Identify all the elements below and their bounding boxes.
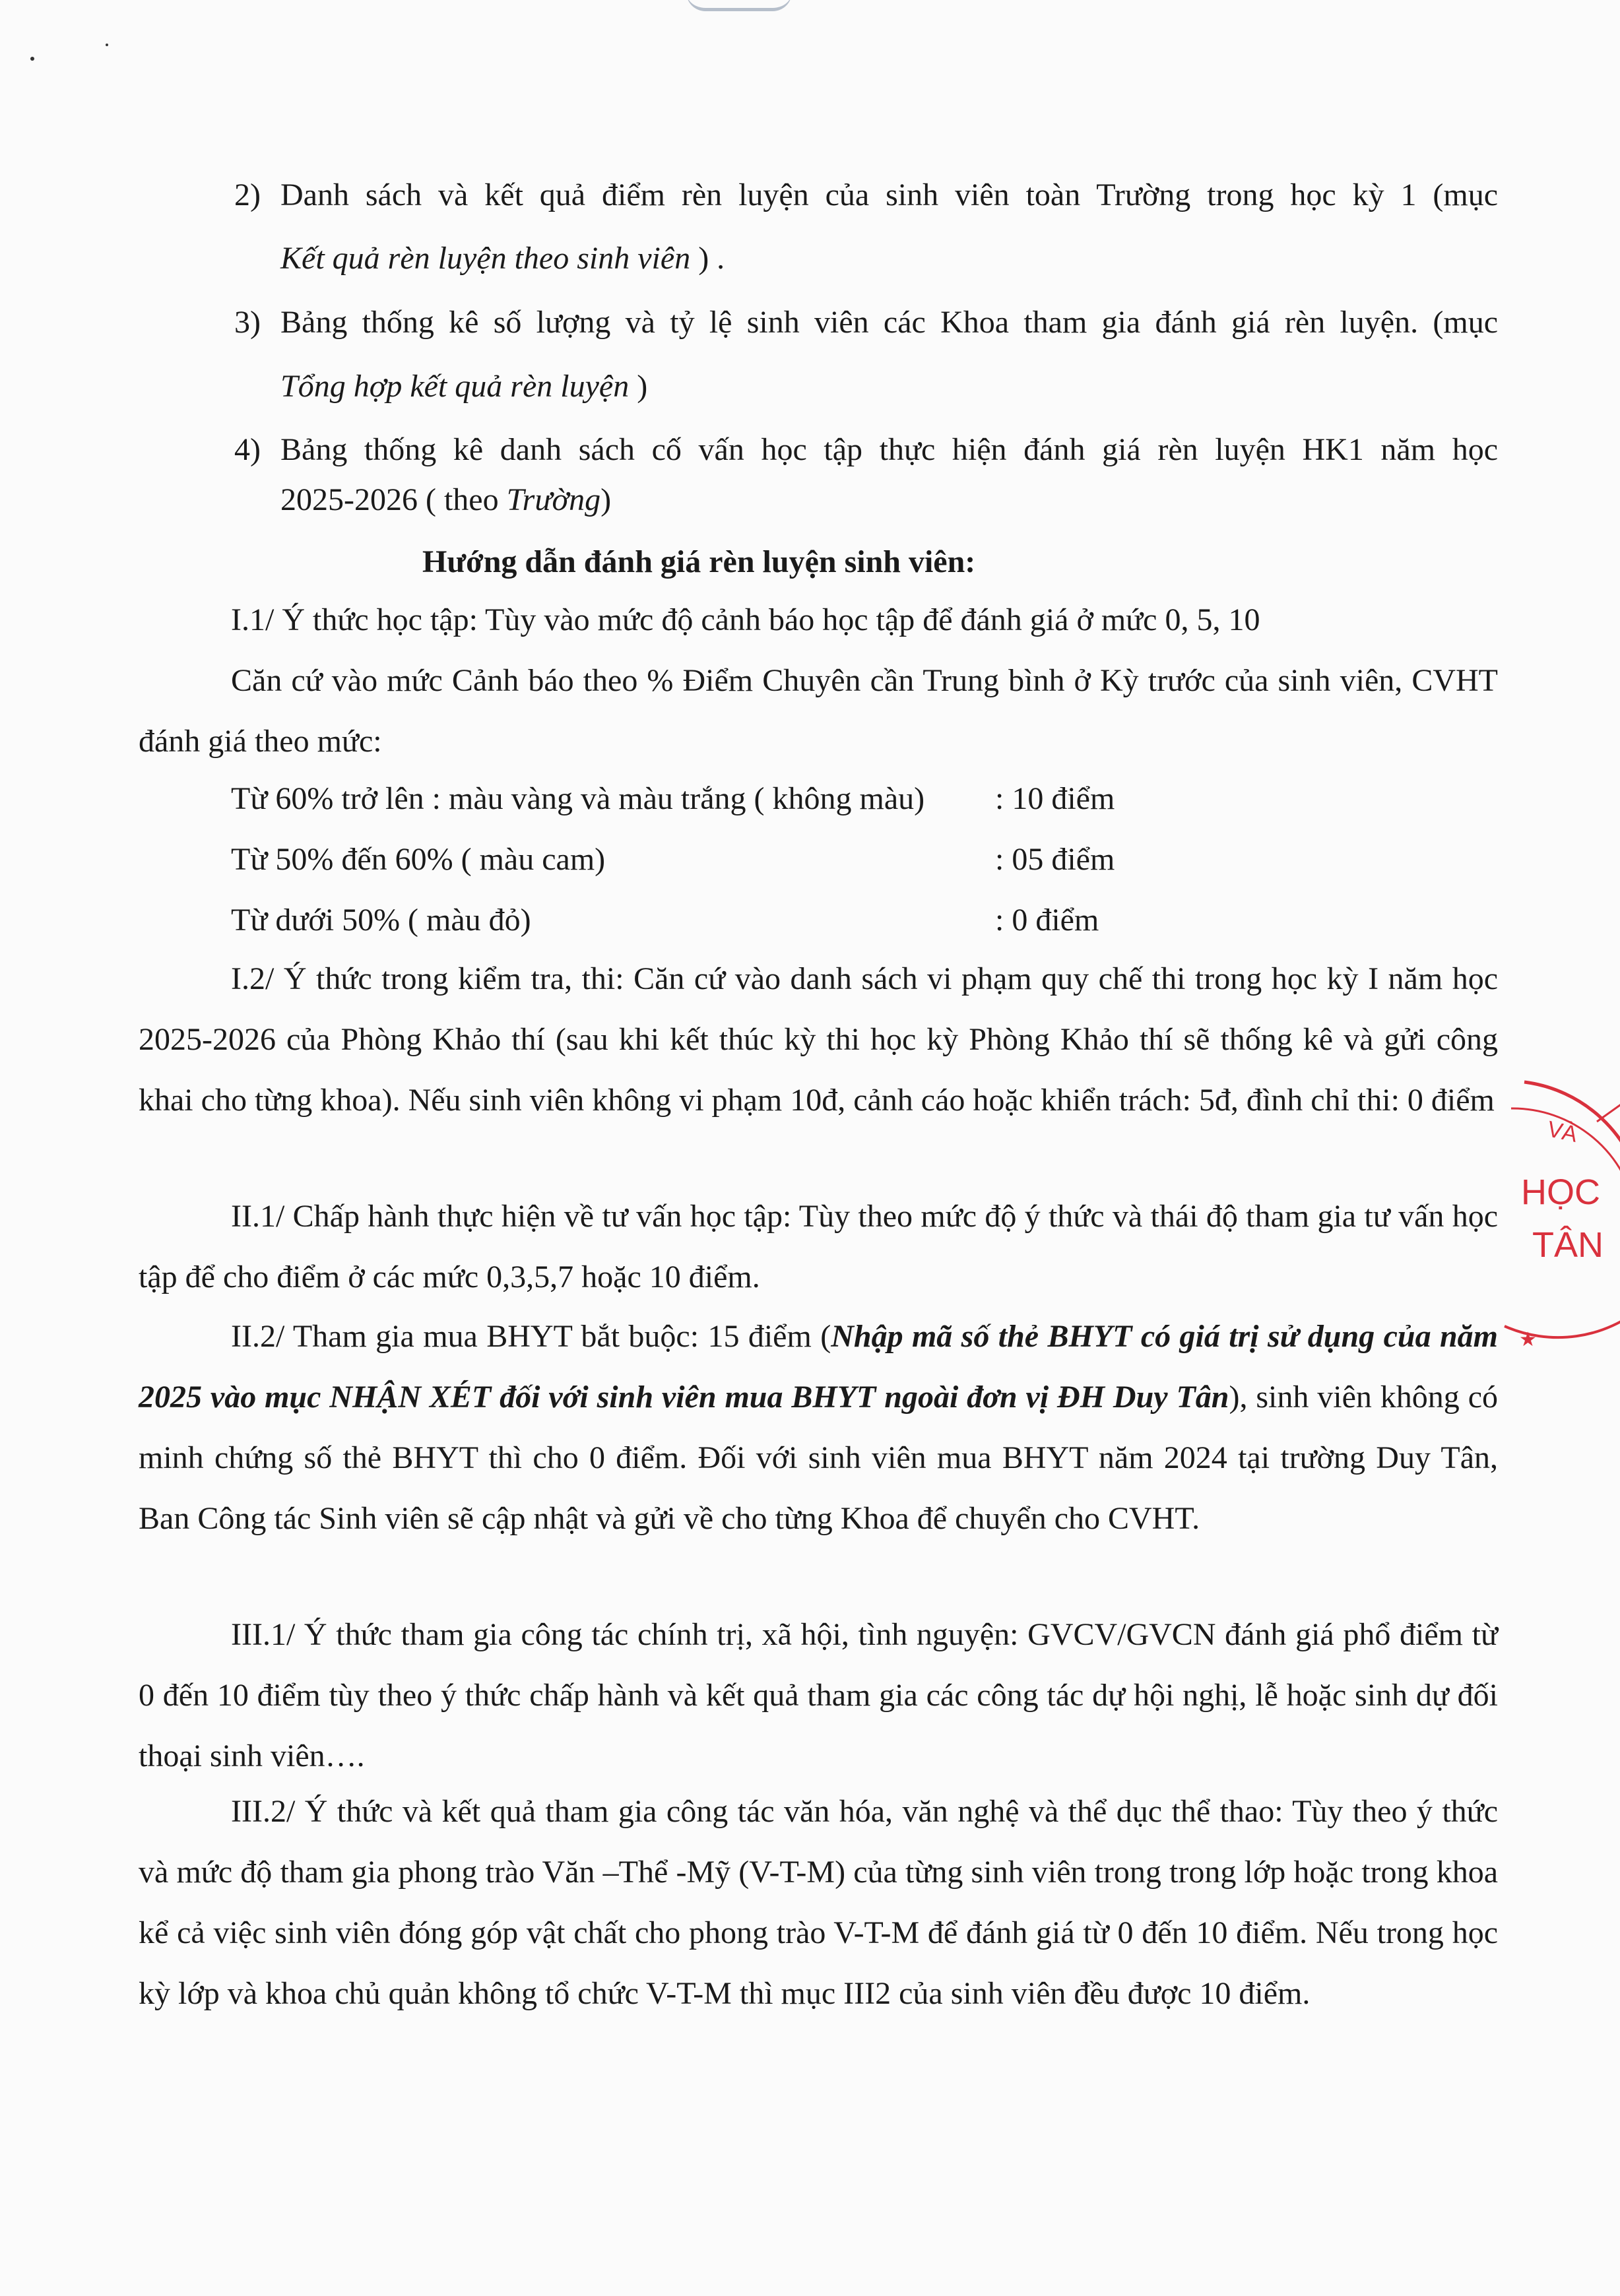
list-item-continuation: 2025-2026 ( theo Trường)	[280, 482, 612, 517]
level-label: Từ 50% đến 60% ( màu cam)	[231, 842, 606, 877]
level-score: : 0 điểm	[995, 903, 1099, 938]
scan-speck	[30, 57, 34, 61]
list-item-number: 2)	[234, 177, 261, 212]
seal-arc-text: VÀ	[1545, 1116, 1580, 1147]
seal-star-icon: ★	[1519, 1329, 1537, 1351]
list-item-text: Danh sách và kết quả điểm rèn luyện của sinh viên toàn Trường trong học kỳ 1 (mục	[280, 177, 1498, 212]
list-item-number: 3)	[234, 305, 261, 340]
list-item-number: 4)	[234, 432, 261, 467]
list-item-continuation: Tổng hợp kết quả rèn luyện )	[280, 369, 648, 404]
list-item-text: Bảng thống kê danh sách cố vấn học tập thực hiện đánh giá rèn luyện HK1 năm học	[280, 432, 1498, 467]
list-item-text: Bảng thống kê số lượng và tỷ lệ sinh viên các Khoa tham gia đánh giá rèn luyện. (mục	[280, 305, 1498, 340]
red-seal-stamp	[1485, 1069, 1620, 1359]
level-score: : 10 điểm	[995, 781, 1115, 816]
section-i2-paragraph: I.2/ Ý thức trong kiểm tra, thi: Căn cứ vào danh sách vi phạm quy chế thi trong học kỳ I năm học 2025-2026 của Phòng Khảo thí (sau khi kết thúc kỳ thi học kỳ Phòng Khảo thí sẽ thống kê và gửi công khai cho từng khoa). Nếu sinh viên không vi phạm 10đ, cảnh cáo hoặc khiển trách: 5đ, đình chỉ thi: 0 điểm	[139, 961, 1498, 1118]
section-i1-title: I.1/ Ý thức học tập: Tùy vào mức độ cảnh báo học tập để đánh giá ở mức 0, 5, 10	[231, 602, 1260, 637]
scan-speck	[106, 44, 108, 46]
seal-text-line1: HỌC	[1521, 1172, 1600, 1212]
level-score: : 05 điểm	[995, 842, 1115, 877]
scan-smudge	[686, 0, 792, 11]
section-i1-paragraph: Căn cứ vào mức Cảnh báo theo % Điểm Chuyên cần Trung bình ở Kỳ trước của sinh viên, CVHT đánh giá theo mức:	[139, 663, 1498, 759]
list-item-continuation: Kết quả rèn luyện theo sinh viên ) .	[280, 241, 725, 276]
seal-text-line2: TÂN	[1532, 1225, 1604, 1265]
section-iii2-paragraph: III.2/ Ý thức và kết quả tham gia công tác văn hóa, văn nghệ và thể dục thể thao: Tùy theo ý thức và mức độ tham gia phong trào Văn –Thể -Mỹ (V-T-M) của từng sinh viên trong trong lớp hoặc trong khoa kể cả việc sinh viên đóng góp vật chất cho phong trào V-T-M để đánh giá từ 0 đến 10 điểm. Nếu trong học kỳ lớp và khoa chủ quản không tổ chức V-T-M thì mục III2 của sinh viên đều được 10 điểm.	[139, 1794, 1498, 2011]
section-heading: Hướng dẫn đánh giá rèn luyện sinh viên:	[422, 544, 976, 579]
section-ii1-paragraph: II.1/ Chấp hành thực hiện về tư vấn học tập: Tùy theo mức độ ý thức và thái độ tham gia tư vấn học tập để cho điểm ở các mức 0,3,5,7 hoặc 10 điểm.	[139, 1199, 1498, 1294]
section-ii2-paragraph: II.2/ Tham gia mua BHYT bắt buộc: 15 điểm (Nhập mã số thẻ BHYT có giá trị sử dụng của năm 2025 vào mục NHẬN XÉT đối với sinh viên mua BHYT ngoài đơn vị ĐH Duy Tân), sinh viên không có minh chứng số thẻ BHYT thì cho 0 điểm. Đối với sinh viên mua BHYT năm 2024 tại trường Duy Tân, Ban Công tác Sinh viên sẽ cập nhật và gửi về cho từng Khoa để chuyển cho CVHT.	[139, 1319, 1499, 1536]
level-label: Từ 60% trở lên : màu vàng và màu trắng ( không màu)	[231, 781, 925, 816]
level-label: Từ dưới 50% ( màu đỏ)	[231, 903, 531, 938]
section-iii1-paragraph: III.1/ Ý thức tham gia công tác chính trị, xã hội, tình nguyện: GVCV/GVCN đánh giá phổ điểm từ 0 đến 10 điểm tùy theo ý thức chấp hành và kết quả tham gia các công tác dự hội nghị, lễ hoặc sinh dự đối thoại sinh viên….	[139, 1617, 1498, 1773]
